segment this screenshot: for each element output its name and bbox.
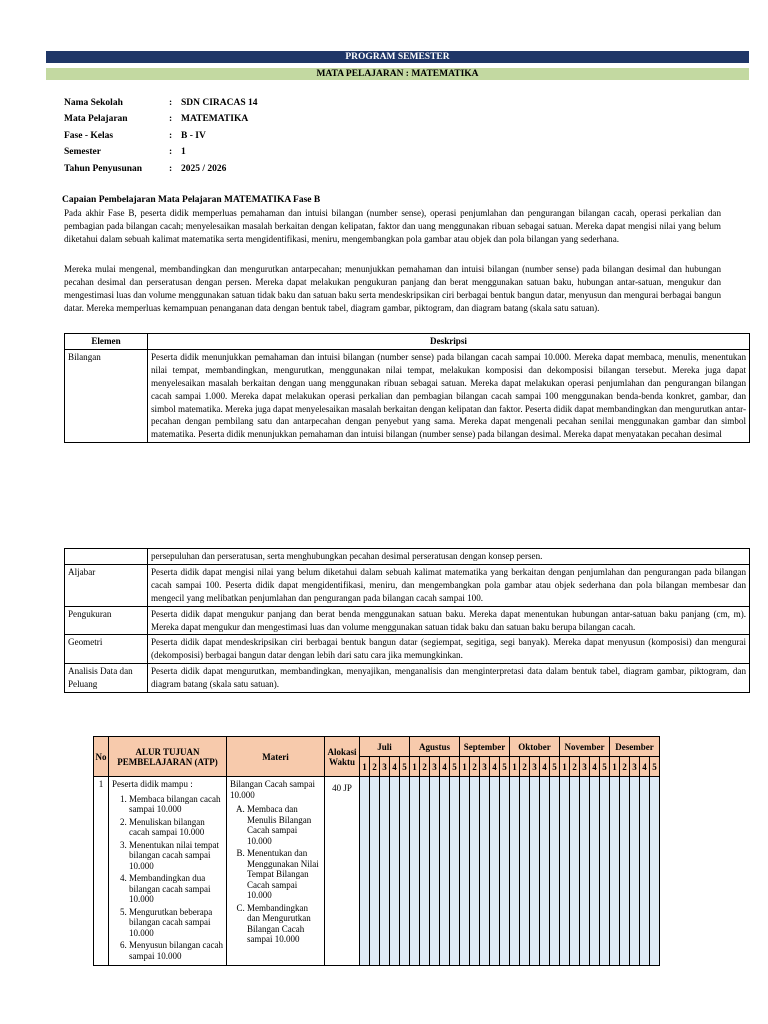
schedule-cell[interactable] bbox=[460, 777, 470, 966]
month-juli: Juli bbox=[360, 737, 410, 757]
atp-list bbox=[112, 794, 223, 962]
week-number: 4 bbox=[590, 757, 600, 777]
week-number: 2 bbox=[620, 757, 630, 777]
schedule-cell[interactable] bbox=[360, 777, 370, 966]
list-item: 6. Menyusun bilangan cacah sampai 10.000 bbox=[129, 940, 223, 961]
list-item: B. Menentukan dan Menggunakan Nilai Tempat Bilangan Cacah sampai 10.000 bbox=[247, 848, 321, 901]
alokasi-cell: 40 JP bbox=[325, 777, 360, 966]
element-name: Bilangan bbox=[65, 349, 148, 442]
schedule-cell[interactable] bbox=[390, 777, 400, 966]
element-description: Peserta didik dapat mendeskripsikan ciri berbagai bentuk bangun datar (segiempat, segitiga, segi banyak). Mereka dapat menyusun (komposisi) dan mengurai (dekomposisi) berbagai bangun datar dengan lebih dari satu cara jika memungkinkan. bbox=[148, 635, 750, 664]
week-number: 4 bbox=[390, 757, 400, 777]
schedule-cell[interactable] bbox=[440, 777, 450, 966]
table-header-row bbox=[65, 334, 750, 350]
schedule-cell[interactable] bbox=[380, 777, 390, 966]
header-atp: ALUR TUJUAN PEMBELAJARAN (ATP) bbox=[109, 737, 227, 777]
schedule-cell[interactable] bbox=[650, 777, 660, 966]
header-alokasi: Alokasi Waktu bbox=[325, 737, 360, 777]
week-number: 2 bbox=[470, 757, 480, 777]
table-row bbox=[65, 664, 750, 693]
info-value: MATEMATIKA bbox=[181, 114, 249, 125]
week-number: 3 bbox=[530, 757, 540, 777]
week-number: 1 bbox=[410, 757, 420, 777]
atp-table bbox=[93, 736, 660, 966]
week-number: 5 bbox=[500, 757, 510, 777]
info-colon: : bbox=[169, 98, 173, 108]
program-semester-title: PROGRAM SEMESTER bbox=[46, 51, 749, 63]
week-number: 2 bbox=[570, 757, 580, 777]
month-desember: Desember bbox=[610, 737, 660, 757]
info-label: Semester bbox=[64, 147, 101, 158]
element-description: Peserta didik dapat mengurutkan, membandingkan, menyajikan, menganalisis dan menginterpretasi data dalam bentuk tabel, diagram gambar, piktogram, dan diagram batang (skala satu satuan). bbox=[148, 664, 750, 693]
week-number: 5 bbox=[400, 757, 410, 777]
week-number: 1 bbox=[510, 757, 520, 777]
materi-list bbox=[230, 804, 321, 945]
week-number: 5 bbox=[450, 757, 460, 777]
schedule-cell[interactable] bbox=[410, 777, 420, 966]
materi-cell bbox=[227, 777, 325, 966]
info-colon: : bbox=[169, 114, 173, 125]
info-value: 2025 / 2026 bbox=[181, 163, 227, 174]
info-value: SDN CIRACAS 14 bbox=[181, 98, 258, 108]
schedule-cell[interactable] bbox=[480, 777, 490, 966]
header-materi: Materi bbox=[227, 737, 325, 777]
week-number: 3 bbox=[580, 757, 590, 777]
table-row bbox=[94, 777, 660, 966]
info-label: Tahun Penyusunan bbox=[64, 163, 143, 174]
week-number: 1 bbox=[360, 757, 370, 777]
schedule-cell[interactable] bbox=[540, 777, 550, 966]
schedule-cell[interactable] bbox=[400, 777, 410, 966]
month-november: November bbox=[560, 737, 610, 757]
schedule-cell[interactable] bbox=[620, 777, 630, 966]
schedule-cell[interactable] bbox=[470, 777, 480, 966]
week-number: 2 bbox=[420, 757, 430, 777]
info-label: Mata Pelajaran bbox=[64, 114, 128, 125]
schedule-cell[interactable] bbox=[510, 777, 520, 966]
table-row bbox=[65, 564, 750, 606]
list-item: 2. Menuliskan bilangan cacah sampai 10.000 bbox=[129, 817, 223, 838]
week-number: 3 bbox=[430, 757, 440, 777]
table-row bbox=[65, 549, 750, 565]
month-agustus: Agustus bbox=[410, 737, 460, 757]
element-name: Pengukuran bbox=[65, 606, 148, 635]
week-number: 4 bbox=[490, 757, 500, 777]
info-value: 1 bbox=[181, 147, 186, 158]
header-no: No bbox=[94, 737, 109, 777]
week-number: 3 bbox=[630, 757, 640, 777]
elements-table-continued bbox=[64, 548, 750, 693]
schedule-cell[interactable] bbox=[630, 777, 640, 966]
cp-paragraph-2: Mereka mulai mengenal, membandingkan dan mengurutkan antarpecahan; menunjukkan pemahaman dan intuisi bilangan (number sense) pada bilangan desimal dan hubungan pecahan desimal dan perseratusan dengan persen. Mereka dapat melakukan pengukuran panjang dan berat menggunakan satuan baku, hubungan antar-satuan, mengukur dan mengestimasi luas dan volume menggunakan satuan tidak baku dan satuan baku serta mendeskripsikan ciri berbagai bentuk bangun datar, menyusun dan mengurai berbagai bangun datar. Mereka memperluas kemampuan penanganan data dengan bentuk tabel, diagram gambar, piktogram, dan diagram batang (skala satu satuan). bbox=[64, 264, 721, 313]
list-item: 1. Membaca bilangan cacah sampai 10.000 bbox=[129, 794, 223, 815]
month-header-row bbox=[94, 737, 660, 757]
schedule-cell[interactable] bbox=[450, 777, 460, 966]
schedule-cell[interactable] bbox=[490, 777, 500, 966]
week-number: 3 bbox=[480, 757, 490, 777]
week-number: 1 bbox=[460, 757, 470, 777]
info-value: B - IV bbox=[181, 130, 206, 141]
schedule-cell[interactable] bbox=[420, 777, 430, 966]
schedule-cell[interactable] bbox=[550, 777, 560, 966]
atp-cell bbox=[109, 777, 227, 966]
week-number: 3 bbox=[380, 757, 390, 777]
schedule-cell[interactable] bbox=[580, 777, 590, 966]
week-number: 5 bbox=[550, 757, 560, 777]
atp-intro: Peserta didik mampu : bbox=[112, 779, 193, 789]
schedule-cell[interactable] bbox=[600, 777, 610, 966]
schedule-cell[interactable] bbox=[370, 777, 380, 966]
header-deskripsi: Deskripsi bbox=[148, 334, 750, 350]
schedule-cell[interactable] bbox=[500, 777, 510, 966]
week-number: 1 bbox=[560, 757, 570, 777]
week-number: 4 bbox=[640, 757, 650, 777]
cp-title: Capaian Pembelajaran Mata Pelajaran MATEMATIKA Fase B bbox=[62, 195, 321, 205]
week-number: 4 bbox=[440, 757, 450, 777]
table-row bbox=[65, 635, 750, 664]
schedule-cell[interactable] bbox=[640, 777, 650, 966]
element-name-empty bbox=[65, 549, 148, 565]
list-item: 3. Menentukan nilai tempat bilangan cacah sampai 10.000 bbox=[129, 840, 223, 872]
table-row bbox=[65, 606, 750, 635]
element-description: persepuluhan dan perseratusan, serta menghubungkan pecahan desimal perseratusan dengan konsep persen. bbox=[148, 549, 750, 565]
row-number: 1 bbox=[94, 777, 109, 966]
schedule-cell[interactable] bbox=[590, 777, 600, 966]
element-name: Aljabar bbox=[65, 564, 148, 606]
week-number: 2 bbox=[370, 757, 380, 777]
list-item: A. Membaca dan Menulis Bilangan Cacah sampai 10.000 bbox=[247, 804, 321, 846]
element-name: Geometri bbox=[65, 635, 148, 664]
info-label: Nama Sekolah bbox=[64, 98, 123, 108]
schedule-cell[interactable] bbox=[610, 777, 620, 966]
info-colon: : bbox=[169, 163, 173, 174]
week-number: 1 bbox=[610, 757, 620, 777]
table-row bbox=[65, 349, 750, 442]
schedule-cell[interactable] bbox=[430, 777, 440, 966]
schedule-cell[interactable] bbox=[560, 777, 570, 966]
page-1-clip bbox=[0, 0, 768, 456]
elements-table bbox=[64, 333, 750, 443]
subject-title: MATA PELAJARAN : MATEMATIKA bbox=[46, 68, 749, 80]
week-number: 5 bbox=[650, 757, 660, 777]
element-description: Peserta didik dapat mengukur panjang dan berat benda menggunakan satuan baku. Mereka dapat menentukan hubungan antar-satuan baku panjang (cm, m). Mereka dapat mengukur dan mengestimasi luas dan volume menggunakan satuan tidak baku dan satuan baku berupa bilangan cacah. bbox=[148, 606, 750, 635]
info-label: Fase - Kelas bbox=[64, 130, 114, 141]
element-description: Peserta didik dapat mengisi nilai yang belum diketahui dalam sebuah kalimat matematika yang berkaitan dengan penjumlahan dan pengurangan pada bilangan cacah sampai 100. Peserta didik dapat mengidentifikasi, meniru, dan mengembangkan pola gambar atau objek sederhana dan pola bilangan membesar dan mengecil yang melibatkan penjumlahan dan pengurangan pada bilangan cacah sampai 100. bbox=[148, 564, 750, 606]
header-elemen: Elemen bbox=[65, 334, 148, 350]
schedule-cell[interactable] bbox=[570, 777, 580, 966]
info-colon: : bbox=[169, 130, 173, 141]
week-number: 5 bbox=[600, 757, 610, 777]
month-oktober: Oktober bbox=[510, 737, 560, 757]
week-number: 2 bbox=[520, 757, 530, 777]
list-item: 4. Membandingkan dua bilangan cacah sampai 10.000 bbox=[129, 873, 223, 905]
schedule-cell[interactable] bbox=[520, 777, 530, 966]
list-item: C. Membandingkan dan Mengurutkan Bilangan Cacah sampai 10.000 bbox=[247, 903, 321, 945]
materi-intro: Bilangan Cacah sampai 10.000 bbox=[230, 779, 315, 800]
element-description: Peserta didik menunjukkan pemahaman dan intuisi bilangan (number sense) pada bilangan cacah sampai 10.000. Mereka dapat membaca, menulis, menentukan nilai tempat, membandingkan, mengurutkan, menggunakan nilai tempat, melakukan komposisi dan dekomposisi bilangan tersebut. Mereka juga dapat menyelesaikan masalah berkaitan dengan uang menggunakan ribuan sebagai satuan. Mereka dapat melakukan operasi penjumlahan dan pengurangan bilangan cacah sampai 1.000. Mereka dapat melakukan operasi perkalian dan pembagian bilangan cacah sampai 100 menggunakan benda-benda konkret, gambar, dan simbol matematika. Mereka juga dapat menyelesaikan masalah berkaitan dengan kelipatan dan faktor. Peserta didik dapat membandingkan dan mengurutkan antar-pecahan dengan pembilang satu dan antarpecahan dengan penyebut yang sama. Mereka dapat mengenali pecahan senilai menggunakan gambar dan simbol matematika. Peserta didik menunjukkan pemahaman dan intuisi bilangan (number sense) pada bilangan desimal. Mereka dapat menyatakan pecahan desimal bbox=[148, 349, 750, 442]
info-colon: : bbox=[169, 147, 173, 158]
list-item: 5. Mengurutkan beberapa bilangan cacah sampai 10.000 bbox=[129, 907, 223, 939]
schedule-cell[interactable] bbox=[530, 777, 540, 966]
element-name: Analisis Data dan Peluang bbox=[65, 664, 148, 693]
cp-paragraph-1: Pada akhir Fase B, peserta didik memperluas pemahaman dan intuisi bilangan (number sense), operasi penjumlahan dan pengurangan bilangan cacah, operasi perkalian dan pembagian pada bilangan cacah; menyelesaikan masalah berkaitan dengan kelipatan, faktor dan uang menggunakan ribuan sebagai satuan. Mereka dapat mengisi nilai yang belum diketahui dalam sebuah kalimat matematika serta mengidentifikasi, meniru, mengembangkan pola gambar atau objek dan pola bilangan yang sederhana. bbox=[64, 208, 721, 244]
week-number: 4 bbox=[540, 757, 550, 777]
month-september: September bbox=[460, 737, 510, 757]
